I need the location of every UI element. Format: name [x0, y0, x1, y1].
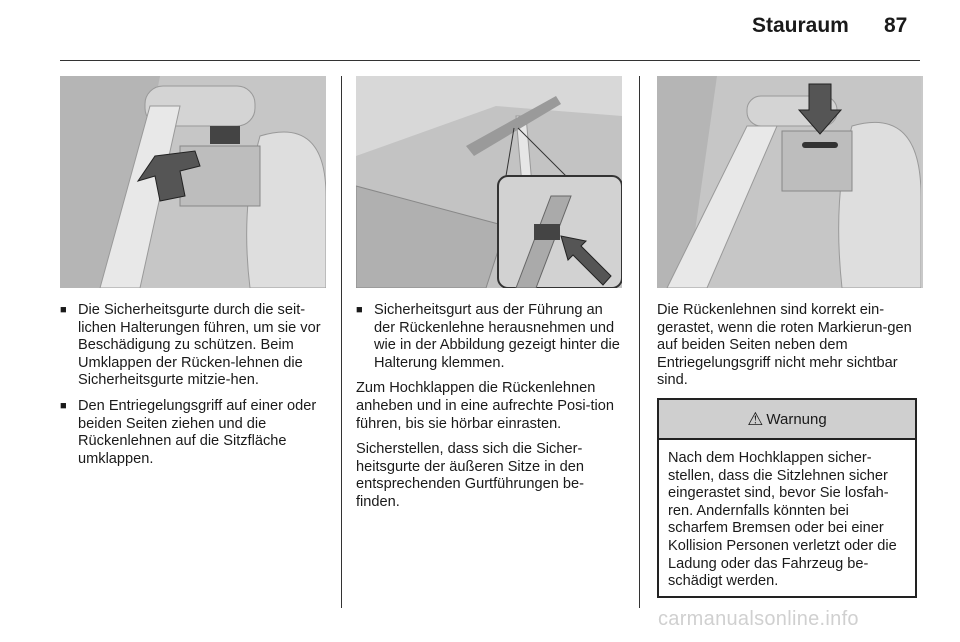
- page-section-title: Stauraum: [752, 14, 849, 37]
- body-paragraph: Sicherstellen, dass sich die Sicher-heitsgurte der äußeren Sitze in den entsprechenden Gurtführungen be-finden.: [356, 441, 584, 510]
- instruction-bullet: ■ Den Entriegelungsgriff auf einer oder beiden Seiten ziehen und die Rückenlehnen auf die Sitzfläche umklappen.: [60, 398, 328, 468]
- header-divider: [60, 60, 920, 61]
- body-paragraph: Zum Hochklappen die Rückenlehnen anheben und in eine aufrechte Posi-tion führen, bis sie hörbar einrasten.: [356, 380, 615, 432]
- column-2-text: [356, 302, 626, 520]
- column-divider: [639, 76, 640, 608]
- instruction-bullet: ■ Sicherheitsgurt aus der Führung an der Rückenlehne herausnehmen und wie in der Abbildung gezeigt hinter die Halterung klemmen.: [356, 302, 626, 372]
- column-divider: [341, 76, 342, 608]
- warning-icon: ⚠: [747, 408, 764, 429]
- body-paragraph: Die Rückenlehnen sind korrekt ein-gerastet, wenn die roten Markierun-gen auf beiden Seiten neben dem Entriegelungsgriff nicht mehr sichtbar sind.: [657, 302, 912, 389]
- warning-box: [657, 398, 917, 598]
- warning-text: Nach dem Hochklappen sicher-stellen, dass die Sitzlehnen sicher eingerastet sind, bevor Sie losfah-ren. Andernfalls könnten bei scharfem Bremsen oder bei einer Kollision Personen verletzt oder die Ladung oder das Fahrzeug be-schädigt werden.: [668, 450, 897, 590]
- figure-release-handle: [657, 76, 923, 288]
- figure-seatbelt-holder: [60, 76, 326, 288]
- watermark: carmanualsonline.info: [658, 608, 859, 630]
- warning-title: Warnung: [766, 410, 827, 428]
- warning-header: [659, 400, 915, 440]
- column-1-text: [60, 302, 328, 476]
- figure-belt-clamp: [356, 76, 622, 288]
- instruction-bullet: ■ Die Sicherheitsgurte durch die seit-lichen Halterungen führen, um sie vor Beschädigung zu schützen. Beim Umklappen der Rücken-lehnen die Sicherheitsgurte mitzie-hen.: [60, 302, 328, 390]
- page-number: 87: [884, 14, 908, 37]
- column-3-text: [657, 302, 923, 398]
